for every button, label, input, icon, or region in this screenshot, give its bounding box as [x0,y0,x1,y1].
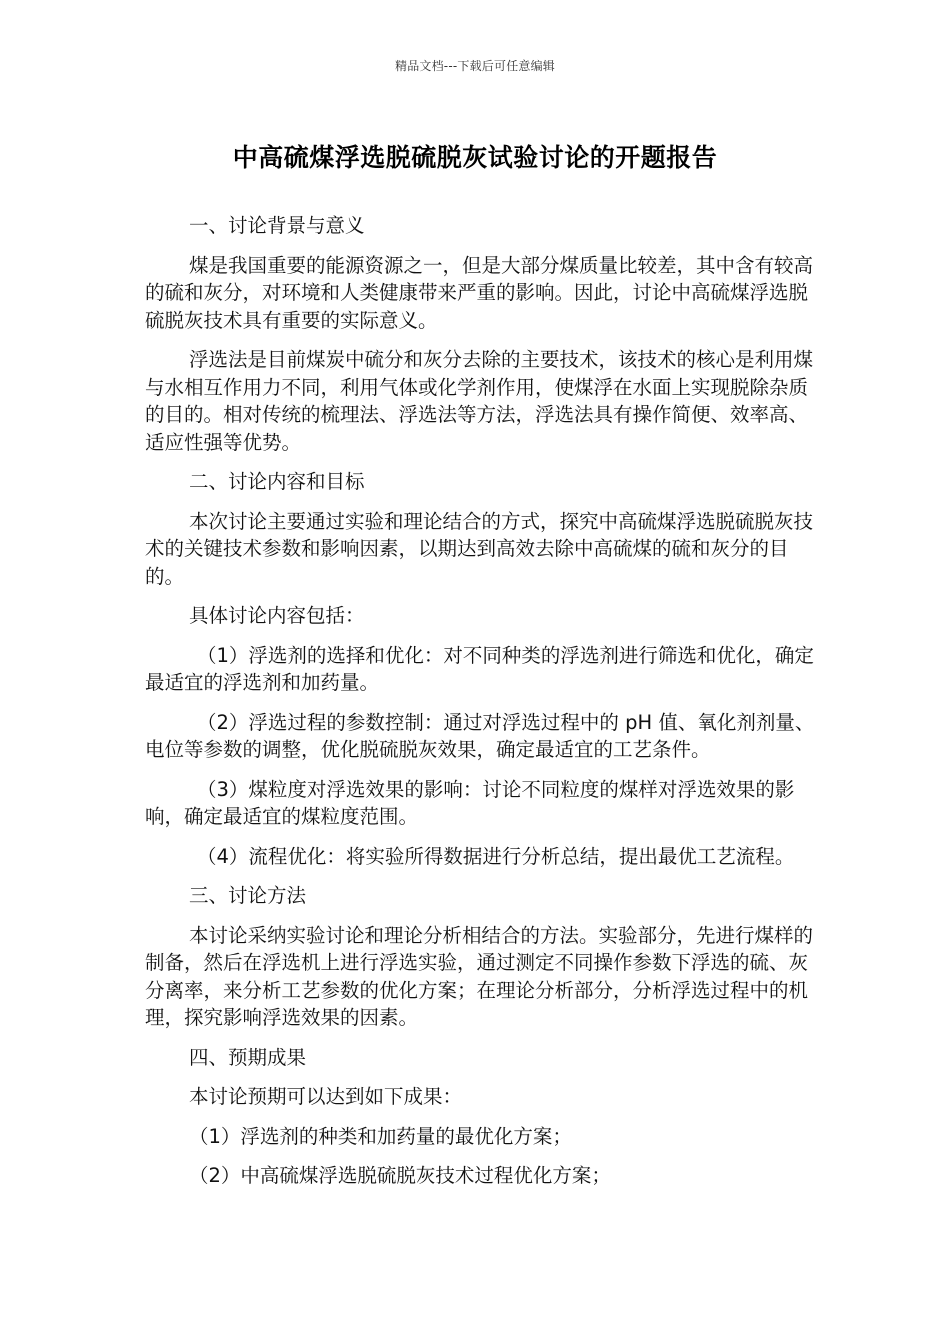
section-1-paragraph-1: 煤是我国重要的能源资源之一，但是大部分煤质量比较差，其中含有较高的硫和灰分，对环境和人类健康带来严重的影响。因此，讨论中高硫煤浮选脱硫脱灰技术具有重要的实际意义。 [145,253,814,332]
section-2-heading: 二、讨论内容和目标 [189,470,365,493]
section-4-heading: 四、预期成果 [189,1045,307,1069]
document-body [145,212,825,1202]
section-2-item-4: （4）流程优化：将实验所得数据进行分析总结，提出最优工艺流程。 [197,844,795,868]
section-4-paragraph-1: 本讨论预期可以达到如下成果： [189,1085,463,1108]
section-4-item-1: （1）浮选剂的种类和加药量的最优化方案； [189,1124,572,1148]
section-2-item-1: （1）浮选剂的选择和优化：对不同种类的浮选剂进行筛选和优化，确定最适宜的浮选剂和加药量。 [145,643,814,694]
header-note: 精品文档---下载后可任意编辑 [395,59,555,73]
document-title: 中高硫煤浮选脱硫脱灰试验讨论的开题报告 [232,143,718,172]
section-2-paragraph-1: 本次讨论主要通过实验和理论结合的方式，探究中高硫煤浮选脱硫脱灰技术的关键技术参数和影响因素，以期达到高效去除中高硫煤的硫和灰分的目的。 [145,509,814,588]
section-1-paragraph-2: 浮选法是目前煤炭中硫分和灰分去除的主要技术，该技术的核心是利用煤与水相互作用力不同，利用气体或化学剂作用，使煤浮在水面上实现脱除杂质的目的。相对传统的梳理法、浮选法等方法，浮选法具有操作简便、效率高、适应性强等优势。 [145,348,814,454]
section-4-item-2: （2）中高硫煤浮选脱硫脱灰技术过程优化方案； [189,1164,611,1187]
section-2-paragraph-2: 具体讨论内容包括： [189,604,365,627]
section-1-heading: 一、讨论背景与意义 [189,214,365,237]
section-2-item-2: （2）浮选过程的参数控制：通过对浮选过程中的 pH 值、氧化剂剂量、电位等参数的调整，优化脱硫脱灰效果，确定最适宜的工艺条件。 [145,710,815,761]
section-3-heading: 三、讨论方法 [189,884,307,907]
section-2-item-3: （3）煤粒度对浮选效果的影响：讨论不同粒度的煤样对浮选效果的影响，确定最适宜的煤粒度范围。 [145,777,795,828]
section-3-paragraph-1: 本讨论采纳实验讨论和理论分析相结合的方法。实验部分，先进行煤样的制备，然后在浮选机上进行浮选实验，通过测定不同操作参数下浮选的硫、灰分离率，来分析工艺参数的优化方案；在理论分析部分，分析浮选过程中的机理，探究影响浮选效果的因素。 [145,923,814,1029]
